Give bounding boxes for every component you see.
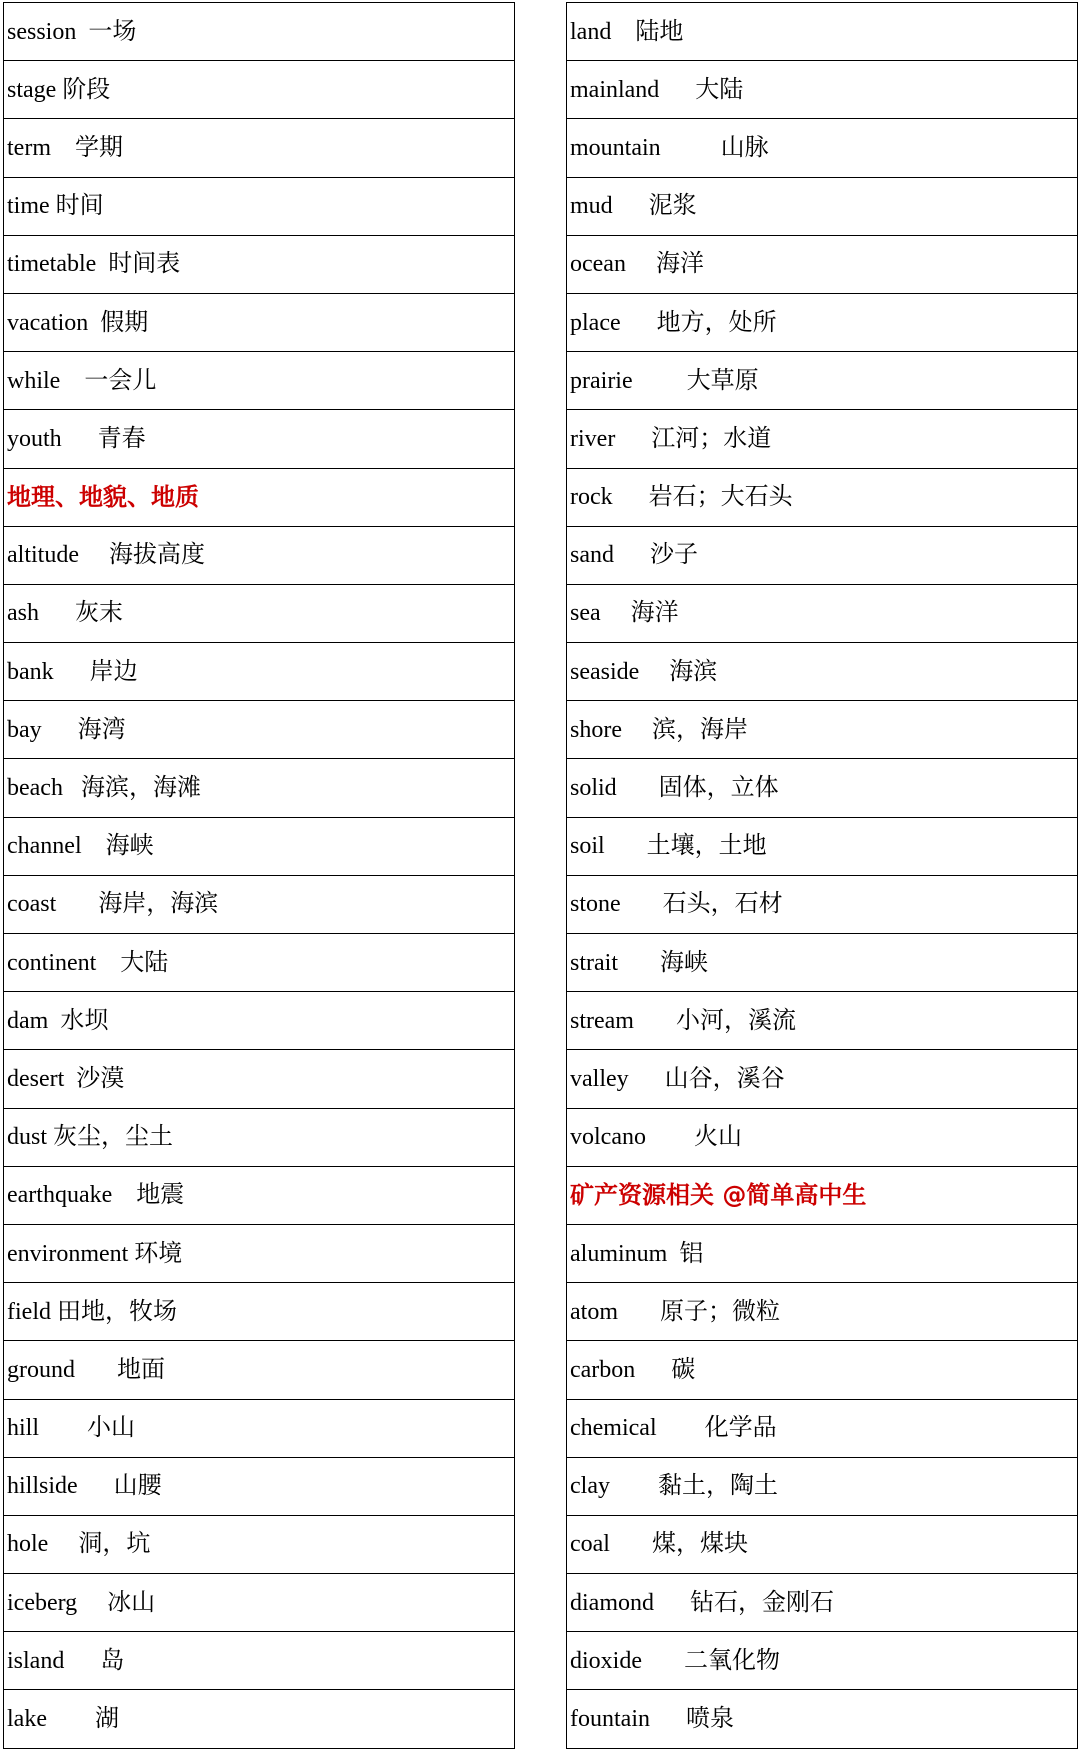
vocab-entry: shore 滨，海岸 [567,701,1078,759]
vocab-row [4,1457,515,1515]
vocab-entry: land 陆地 [567,3,1078,61]
vocab-entry: rock 岩石；大石头 [567,468,1078,526]
vocab-row [567,1632,1078,1690]
right-vocab-table [566,2,1078,1749]
section-heading: 地理、地貌、地质 [4,468,515,526]
vocab-entry: hole 洞，坑 [4,1515,515,1573]
vocab-row [567,643,1078,701]
vocab-entry: aluminum 铝 [567,1224,1078,1282]
vocab-entry: volcano 火山 [567,1108,1078,1166]
vocab-row [567,934,1078,992]
vocab-entry: desert 沙漠 [4,1050,515,1108]
vocab-row [4,643,515,701]
vocab-row [4,1632,515,1690]
vocab-entry: stone 石头，石材 [567,875,1078,933]
vocab-row [567,1224,1078,1282]
vocab-entry: youth 青春 [4,410,515,468]
vocab-row [567,1283,1078,1341]
vocab-row [567,875,1078,933]
vocab-entry: place 地方，处所 [567,293,1078,351]
vocab-row [567,119,1078,177]
vocab-entry: dam 水坝 [4,992,515,1050]
vocab-entry: mud 泥浆 [567,177,1078,235]
vocab-row [567,817,1078,875]
vocab-entry: prairie 大草原 [567,352,1078,410]
vocab-row [567,1050,1078,1108]
vocab-entry: term 学期 [4,119,515,177]
vocab-entry: atom 原子；微粒 [567,1283,1078,1341]
vocab-entry: mountain 山脉 [567,119,1078,177]
vocab-entry: valley 山谷，溪谷 [567,1050,1078,1108]
right-vocab-column [566,2,1078,1749]
vocab-row [567,3,1078,61]
vocab-row [4,1283,515,1341]
vocab-row [567,526,1078,584]
vocab-entry: carbon 碳 [567,1341,1078,1399]
vocab-entry: dust 灰尘，尘土 [4,1108,515,1166]
section-heading: 矿产资源相关 @简单高中生 [567,1166,1078,1224]
vocab-row [567,177,1078,235]
vocab-entry: soil 土壤，土地 [567,817,1078,875]
vocab-entry: strait 海峡 [567,934,1078,992]
vocab-row [4,1166,515,1224]
vocab-row [4,1690,515,1748]
vocab-row [4,1050,515,1108]
vocab-row [4,410,515,468]
vocab-entry: fountain 喷泉 [567,1690,1078,1748]
vocab-entry: iceberg 冰山 [4,1574,515,1632]
vocab-entry: bank 岸边 [4,643,515,701]
vocab-row [567,584,1078,642]
vocab-row [4,817,515,875]
vocab-entry: stream 小河，溪流 [567,992,1078,1050]
vocab-entry: ocean 海洋 [567,235,1078,293]
vocab-row [4,61,515,119]
vocab-row [567,1457,1078,1515]
vocab-row [4,177,515,235]
vocab-row [567,759,1078,817]
vocab-row [567,1515,1078,1573]
vocab-row [567,410,1078,468]
vocab-entry: dioxide 二氧化物 [567,1632,1078,1690]
vocab-entry: beach 海滨，海滩 [4,759,515,817]
vocab-row [4,3,515,61]
vocab-row [567,293,1078,351]
vocab-entry: hill 小山 [4,1399,515,1457]
vocab-row [567,992,1078,1050]
vocab-entry: time 时间 [4,177,515,235]
vocab-row [4,352,515,410]
vocab-entry: altitude 海拔高度 [4,526,515,584]
vocab-entry: clay 黏土，陶土 [567,1457,1078,1515]
vocab-row [4,875,515,933]
vocab-entry: earthquake 地震 [4,1166,515,1224]
vocab-entry: mainland 大陆 [567,61,1078,119]
vocab-row [4,992,515,1050]
vocab-entry: diamond 钻石，金刚石 [567,1574,1078,1632]
vocab-entry: ash 灰末 [4,584,515,642]
vocab-entry: hillside 山腰 [4,1457,515,1515]
vocab-row [567,1399,1078,1457]
section-heading-row [4,468,515,526]
vocab-row [4,1515,515,1573]
vocab-entry: field 田地，牧场 [4,1283,515,1341]
vocab-entry: solid 固体，立体 [567,759,1078,817]
vocab-row [4,1574,515,1632]
vocab-entry: timetable 时间表 [4,235,515,293]
vocab-entry: environment 环境 [4,1224,515,1282]
vocab-row [4,1108,515,1166]
vocab-entry: stage 阶段 [4,61,515,119]
vocab-row [4,235,515,293]
vocab-row [567,235,1078,293]
vocab-row [567,1108,1078,1166]
vocab-entry: island 岛 [4,1632,515,1690]
vocab-entry: ground 地面 [4,1341,515,1399]
vocab-row [4,1341,515,1399]
vocab-entry: continent 大陆 [4,934,515,992]
vocab-entry: sand 沙子 [567,526,1078,584]
vocab-entry: river 江河；水道 [567,410,1078,468]
vocab-entry: lake 湖 [4,1690,515,1748]
vocab-entry: vacation 假期 [4,293,515,351]
left-vocab-column [3,2,515,1749]
vocab-row [567,1341,1078,1399]
vocab-row [4,293,515,351]
vocab-row [4,526,515,584]
vocab-entry: sea 海洋 [567,584,1078,642]
section-heading-row [567,1166,1078,1224]
vocab-row [567,1690,1078,1748]
vocab-row [567,61,1078,119]
vocab-row [4,119,515,177]
vocab-entry: coast 海岸，海滨 [4,875,515,933]
vocab-row [4,584,515,642]
vocab-row [4,1399,515,1457]
vocab-row [567,1574,1078,1632]
vocab-entry: channel 海峡 [4,817,515,875]
vocab-row [4,1224,515,1282]
vocab-row [4,759,515,817]
vocab-row [4,701,515,759]
vocab-row [567,701,1078,759]
vocab-entry: chemical 化学品 [567,1399,1078,1457]
vocab-row [567,468,1078,526]
vocab-entry: session 一场 [4,3,515,61]
vocab-entry: seaside 海滨 [567,643,1078,701]
vocab-entry: bay 海湾 [4,701,515,759]
vocab-row [4,934,515,992]
vocab-entry: while 一会儿 [4,352,515,410]
vocab-entry: coal 煤，煤块 [567,1515,1078,1573]
left-vocab-table [3,2,515,1749]
vocab-row [567,352,1078,410]
